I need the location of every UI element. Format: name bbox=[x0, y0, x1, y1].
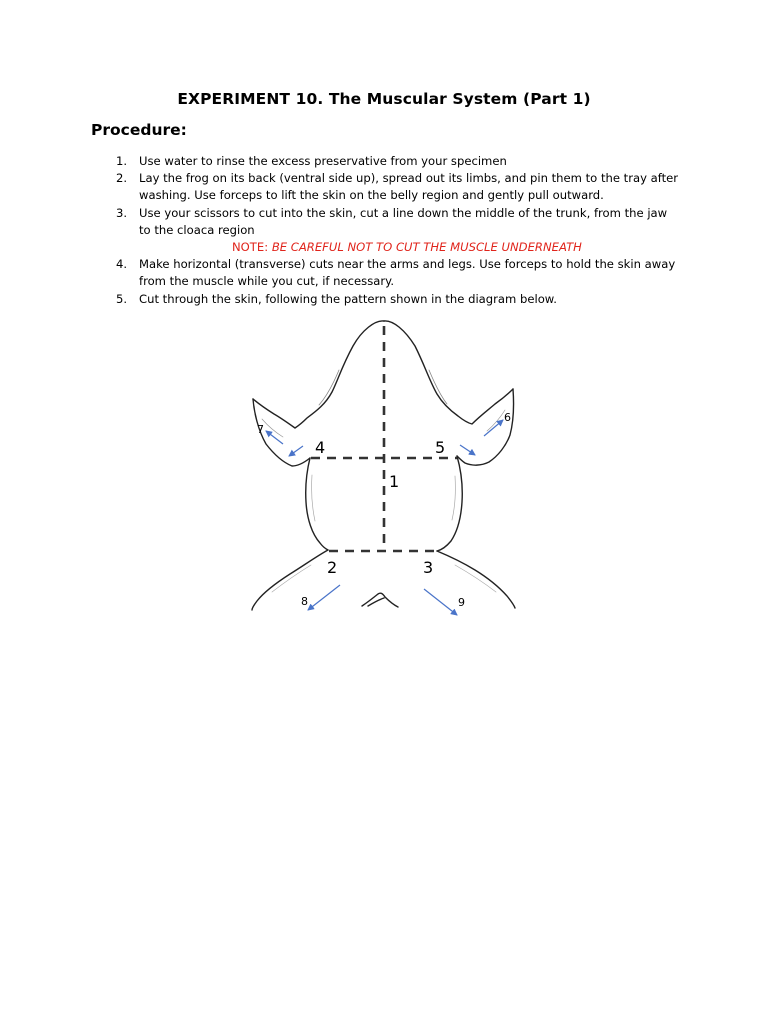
document-title: EXPERIMENT 10. The Muscular System (Part 1) bbox=[177, 90, 591, 108]
step-item bbox=[0, 170, 679, 204]
cut-label-8: 8 bbox=[301, 595, 308, 608]
step-text: Lay the frog on its back (ventral side up), spread out its limbs, and pin them to the tray after washing. Use forceps to lift the skin on the belly region and gently pull outward. bbox=[139, 171, 679, 203]
cut-label-4: 4 bbox=[315, 438, 326, 457]
frog-dissection-diagram bbox=[248, 316, 520, 618]
cut-label-9: 9 bbox=[458, 596, 465, 609]
cut-label-6: 6 bbox=[504, 411, 511, 424]
cut-label-7: 7 bbox=[257, 423, 264, 436]
step-number: 4. bbox=[116, 257, 128, 272]
procedure-steps bbox=[0, 153, 768, 308]
cut-label-1: 1 bbox=[389, 472, 400, 491]
pull-arrows bbox=[266, 420, 503, 615]
cut-label-5: 5 bbox=[435, 438, 446, 457]
note-prefix: NOTE: bbox=[232, 240, 272, 255]
step-number: 3. bbox=[116, 205, 128, 220]
procedure-heading: Procedure: bbox=[91, 121, 187, 139]
arrow-5 bbox=[460, 445, 475, 455]
arrow-6 bbox=[484, 420, 503, 436]
step-number: 1. bbox=[116, 154, 128, 168]
step-text: Cut through the skin, following the pattern shown in the diagram below. bbox=[139, 291, 557, 306]
step-number: 5. bbox=[116, 291, 128, 306]
cut-label-3: 3 bbox=[423, 558, 434, 577]
step-text: Make horizontal (transverse) cuts near the arms and legs. Use forceps to hold the skin away from the muscle while you cut, if necessary. bbox=[139, 257, 676, 289]
cut-label-2: 2 bbox=[327, 558, 338, 577]
step-number: 2. bbox=[116, 171, 128, 186]
step-item bbox=[0, 205, 679, 239]
arrow-7 bbox=[266, 431, 283, 444]
step-item bbox=[0, 256, 679, 290]
step-item bbox=[0, 153, 679, 170]
step-item bbox=[0, 291, 679, 308]
step-text: Use your scissors to cut into the skin, cut a line down the middle of the trunk, from the jaw to the cloaca region bbox=[139, 205, 668, 237]
arrow-4 bbox=[289, 446, 303, 456]
note-text: BE CAREFUL NOT TO CUT THE MUSCLE UNDERNEATH bbox=[271, 240, 582, 255]
frog-diagram-svg bbox=[248, 316, 520, 618]
warning-note bbox=[0, 239, 768, 256]
step-text: Use water to rinse the excess preservative from your specimen bbox=[139, 154, 507, 168]
arrow-8 bbox=[308, 585, 340, 610]
arrow-9 bbox=[424, 589, 457, 615]
